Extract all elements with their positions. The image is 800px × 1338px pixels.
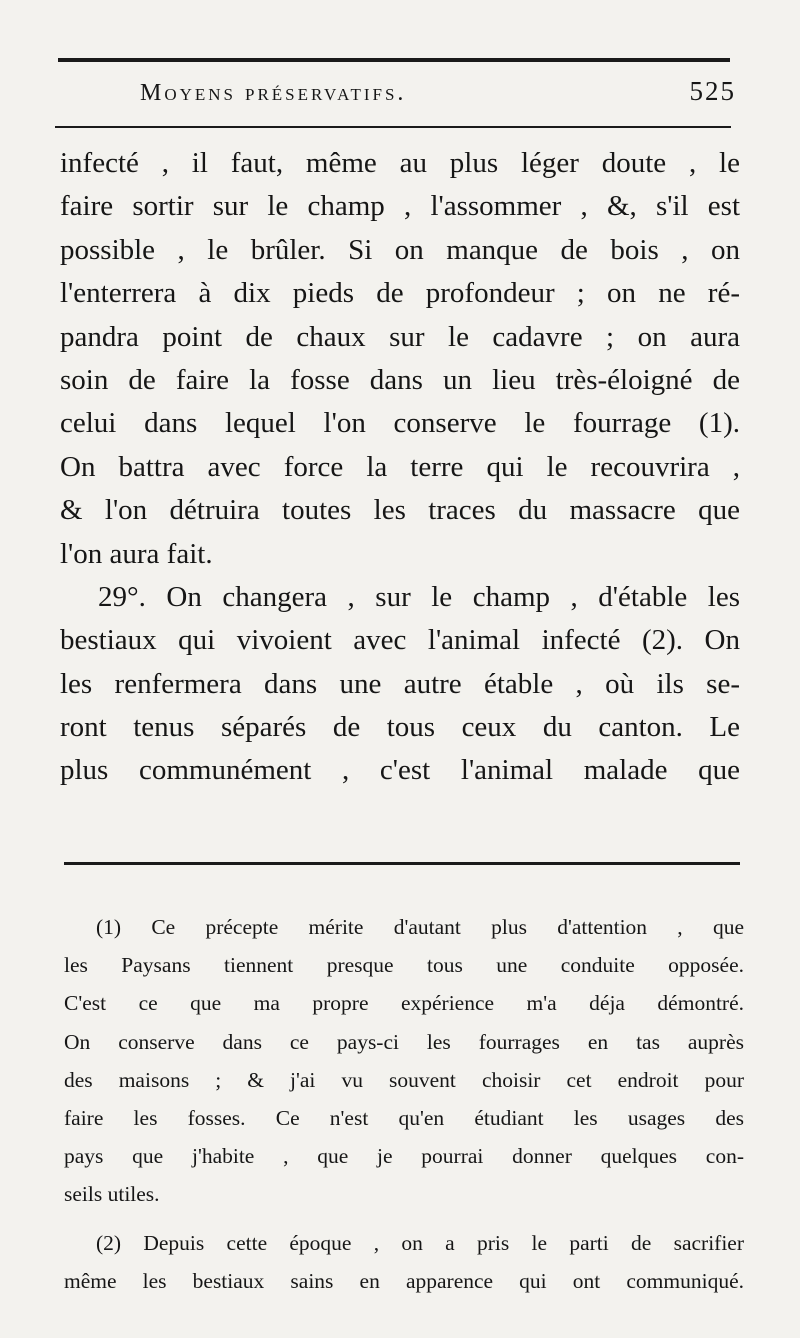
footnote-line: C'est ce que ma propre expérience m'a déja démontré. — [64, 991, 744, 1016]
text-line: ront tenus séparés de tous ceux du canton. Le — [60, 711, 740, 744]
footnote-line: pays que j'habite , que je pourrai donner quelques con- — [64, 1144, 744, 1169]
footnote-line: les Paysans tiennent presque tous une conduite opposée. — [64, 953, 744, 978]
text-line: bestiaux qui vivoient avec l'animal infecté (2). On — [60, 624, 740, 657]
footnote-line: même les bestiaux sains en apparence qui ont communiqué. — [64, 1268, 744, 1293]
text-line: celui dans lequel l'on conserve le fourrage (1). — [60, 407, 740, 440]
text-line: l'on aura fait. — [60, 537, 213, 570]
text-line: l'enterrera à dix pieds de profondeur ; on ne ré- — [60, 277, 740, 310]
top-rule — [58, 58, 730, 62]
header-rule — [55, 126, 731, 128]
footnote-rule — [64, 862, 740, 865]
text-line: possible , le brûler. Si on manque de bois , on — [60, 233, 740, 266]
text-line: infecté , il faut, même au plus léger doute , le — [60, 147, 740, 179]
main-text — [60, 142, 740, 793]
text-line: plus communément , c'est l'animal malade que — [60, 754, 740, 787]
text-line: 29°. On changera , sur le champ , d'étable les — [98, 580, 740, 613]
text-line: soin de faire la fosse dans un lieu très-éloigné de — [60, 363, 740, 396]
text-line: & l'on détruira toutes les traces du massacre que — [60, 494, 740, 527]
text-line: faire sortir sur le champ , l'assommer , &, s'il est — [60, 190, 740, 223]
footnote-line: des maisons ; & j'ai vu souvent choisir cet endroit pour — [64, 1067, 744, 1092]
footnote-line: On conserve dans ce pays-ci les fourrages en tas auprès — [64, 1029, 744, 1054]
text-line: pandra point de chaux sur le cadavre ; on aura — [60, 320, 740, 353]
footnote-line: faire les fosses. Ce n'est qu'en étudiant les usages des — [64, 1105, 744, 1130]
text-line: les renfermera dans une autre étable , où ils se- — [60, 667, 740, 700]
footnote-line: (1) Ce précepte mérite d'autant plus d'attention , que — [96, 915, 744, 939]
running-head-title: Moyens préservatifs. — [140, 80, 407, 106]
running-head — [140, 76, 736, 118]
page-number: 525 — [689, 76, 736, 106]
text-line: On battra avec force la terre qui le recouvrira , — [60, 450, 740, 483]
footnote-line: seils utiles. — [64, 1182, 160, 1207]
footnote-line: (2) Depuis cette époque , on a pris le parti de sacrifier — [96, 1230, 744, 1255]
footnotes — [64, 908, 744, 1300]
